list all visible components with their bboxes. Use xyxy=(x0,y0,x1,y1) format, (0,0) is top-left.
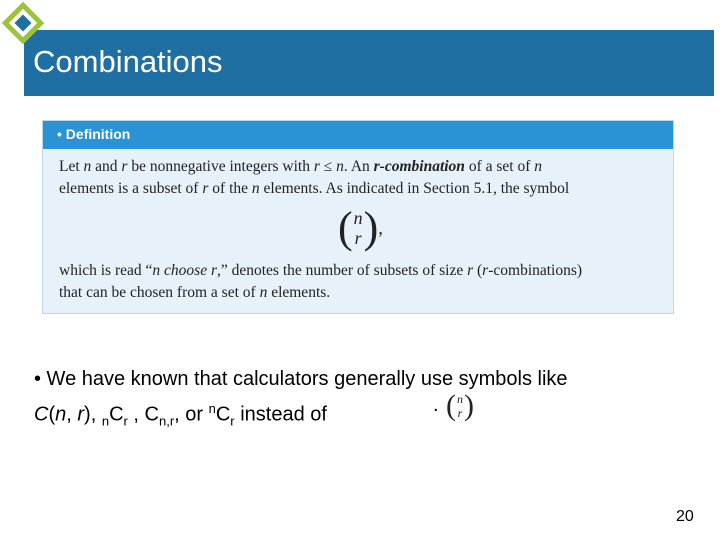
bullet-line-1: • We have known that calculators generally use symbols like xyxy=(34,368,568,390)
n-choose-r: n choose r xyxy=(152,262,217,279)
def-text: -combinations) xyxy=(488,262,583,279)
var-n: n xyxy=(336,158,344,175)
def-text: elements. As indicated in Section 5.1, the symbol xyxy=(259,180,570,197)
r-combination-term: r-combination xyxy=(373,158,465,175)
def-text: be nonnegative integers with xyxy=(127,158,314,175)
binom-comma: , xyxy=(378,217,383,238)
sym-sep: , or xyxy=(174,403,209,426)
sym-sep: , xyxy=(127,403,145,426)
page-number: 20 xyxy=(676,508,694,525)
right-paren: ) xyxy=(363,203,379,252)
sym-paren: ( xyxy=(48,403,56,426)
var-n: n xyxy=(251,180,260,197)
sup-n: n xyxy=(208,401,216,416)
var-n: n xyxy=(55,403,67,426)
diamond-logo-inner xyxy=(15,15,32,32)
def-text: of a set of xyxy=(464,158,535,175)
def-text: and xyxy=(91,158,122,175)
var-r: r xyxy=(482,262,489,279)
le-symbol: ≤ xyxy=(319,158,337,175)
binom-bottom: r xyxy=(457,406,463,420)
def-text: elements is a subset of xyxy=(59,180,203,197)
def-text: Let xyxy=(59,158,84,175)
definition-text-2 xyxy=(59,260,659,304)
def-text: ,” denotes the number of subsets of size xyxy=(216,262,468,279)
var-n: n xyxy=(259,284,268,301)
def-text: of the xyxy=(208,180,252,197)
var-r: r xyxy=(313,158,320,175)
sub-n: n xyxy=(101,413,110,429)
left-paren: ( xyxy=(446,389,456,422)
small-binomial-symbol xyxy=(446,391,474,421)
var-r: r xyxy=(467,262,474,279)
def-text: ( xyxy=(473,262,483,279)
bullet-period: . xyxy=(433,394,439,416)
binom-top: n xyxy=(457,392,463,406)
definition-text-1 xyxy=(59,156,659,200)
bullet-tail: instead of xyxy=(234,403,327,426)
title-bar xyxy=(24,30,714,96)
var-r: r xyxy=(202,180,209,197)
binom-top: n xyxy=(353,208,363,228)
def-text: which is read “ xyxy=(59,262,153,279)
sym-C: C xyxy=(215,403,231,426)
sub-nr: n,r xyxy=(158,413,175,429)
binom-stack xyxy=(456,392,464,420)
sub-r: r xyxy=(123,413,128,429)
right-paren: ) xyxy=(464,389,474,422)
definition-header-label: • Definition xyxy=(57,126,131,142)
binom-stack xyxy=(353,208,364,248)
def-text: that can be chosen from a set of xyxy=(59,284,260,301)
sym-paren: ), xyxy=(84,403,102,426)
left-paren: ( xyxy=(338,203,353,252)
def-text: elements. xyxy=(267,284,331,301)
var-n: n xyxy=(534,158,542,175)
var-n: n xyxy=(83,158,92,175)
var-r: r xyxy=(77,403,85,426)
sub-r: r xyxy=(230,413,235,429)
binom-bottom: r xyxy=(354,228,362,248)
sym-C: C xyxy=(144,403,159,426)
binomial-symbol xyxy=(338,203,383,252)
slide-title: Combinations xyxy=(33,44,223,79)
sym-C: C xyxy=(34,403,49,426)
sym-sep: , xyxy=(66,403,78,426)
var-r: r xyxy=(121,158,128,175)
definition-header xyxy=(43,121,673,149)
def-text: . An xyxy=(343,158,374,175)
bullet-paragraph xyxy=(34,364,694,437)
sym-C: C xyxy=(109,403,124,426)
